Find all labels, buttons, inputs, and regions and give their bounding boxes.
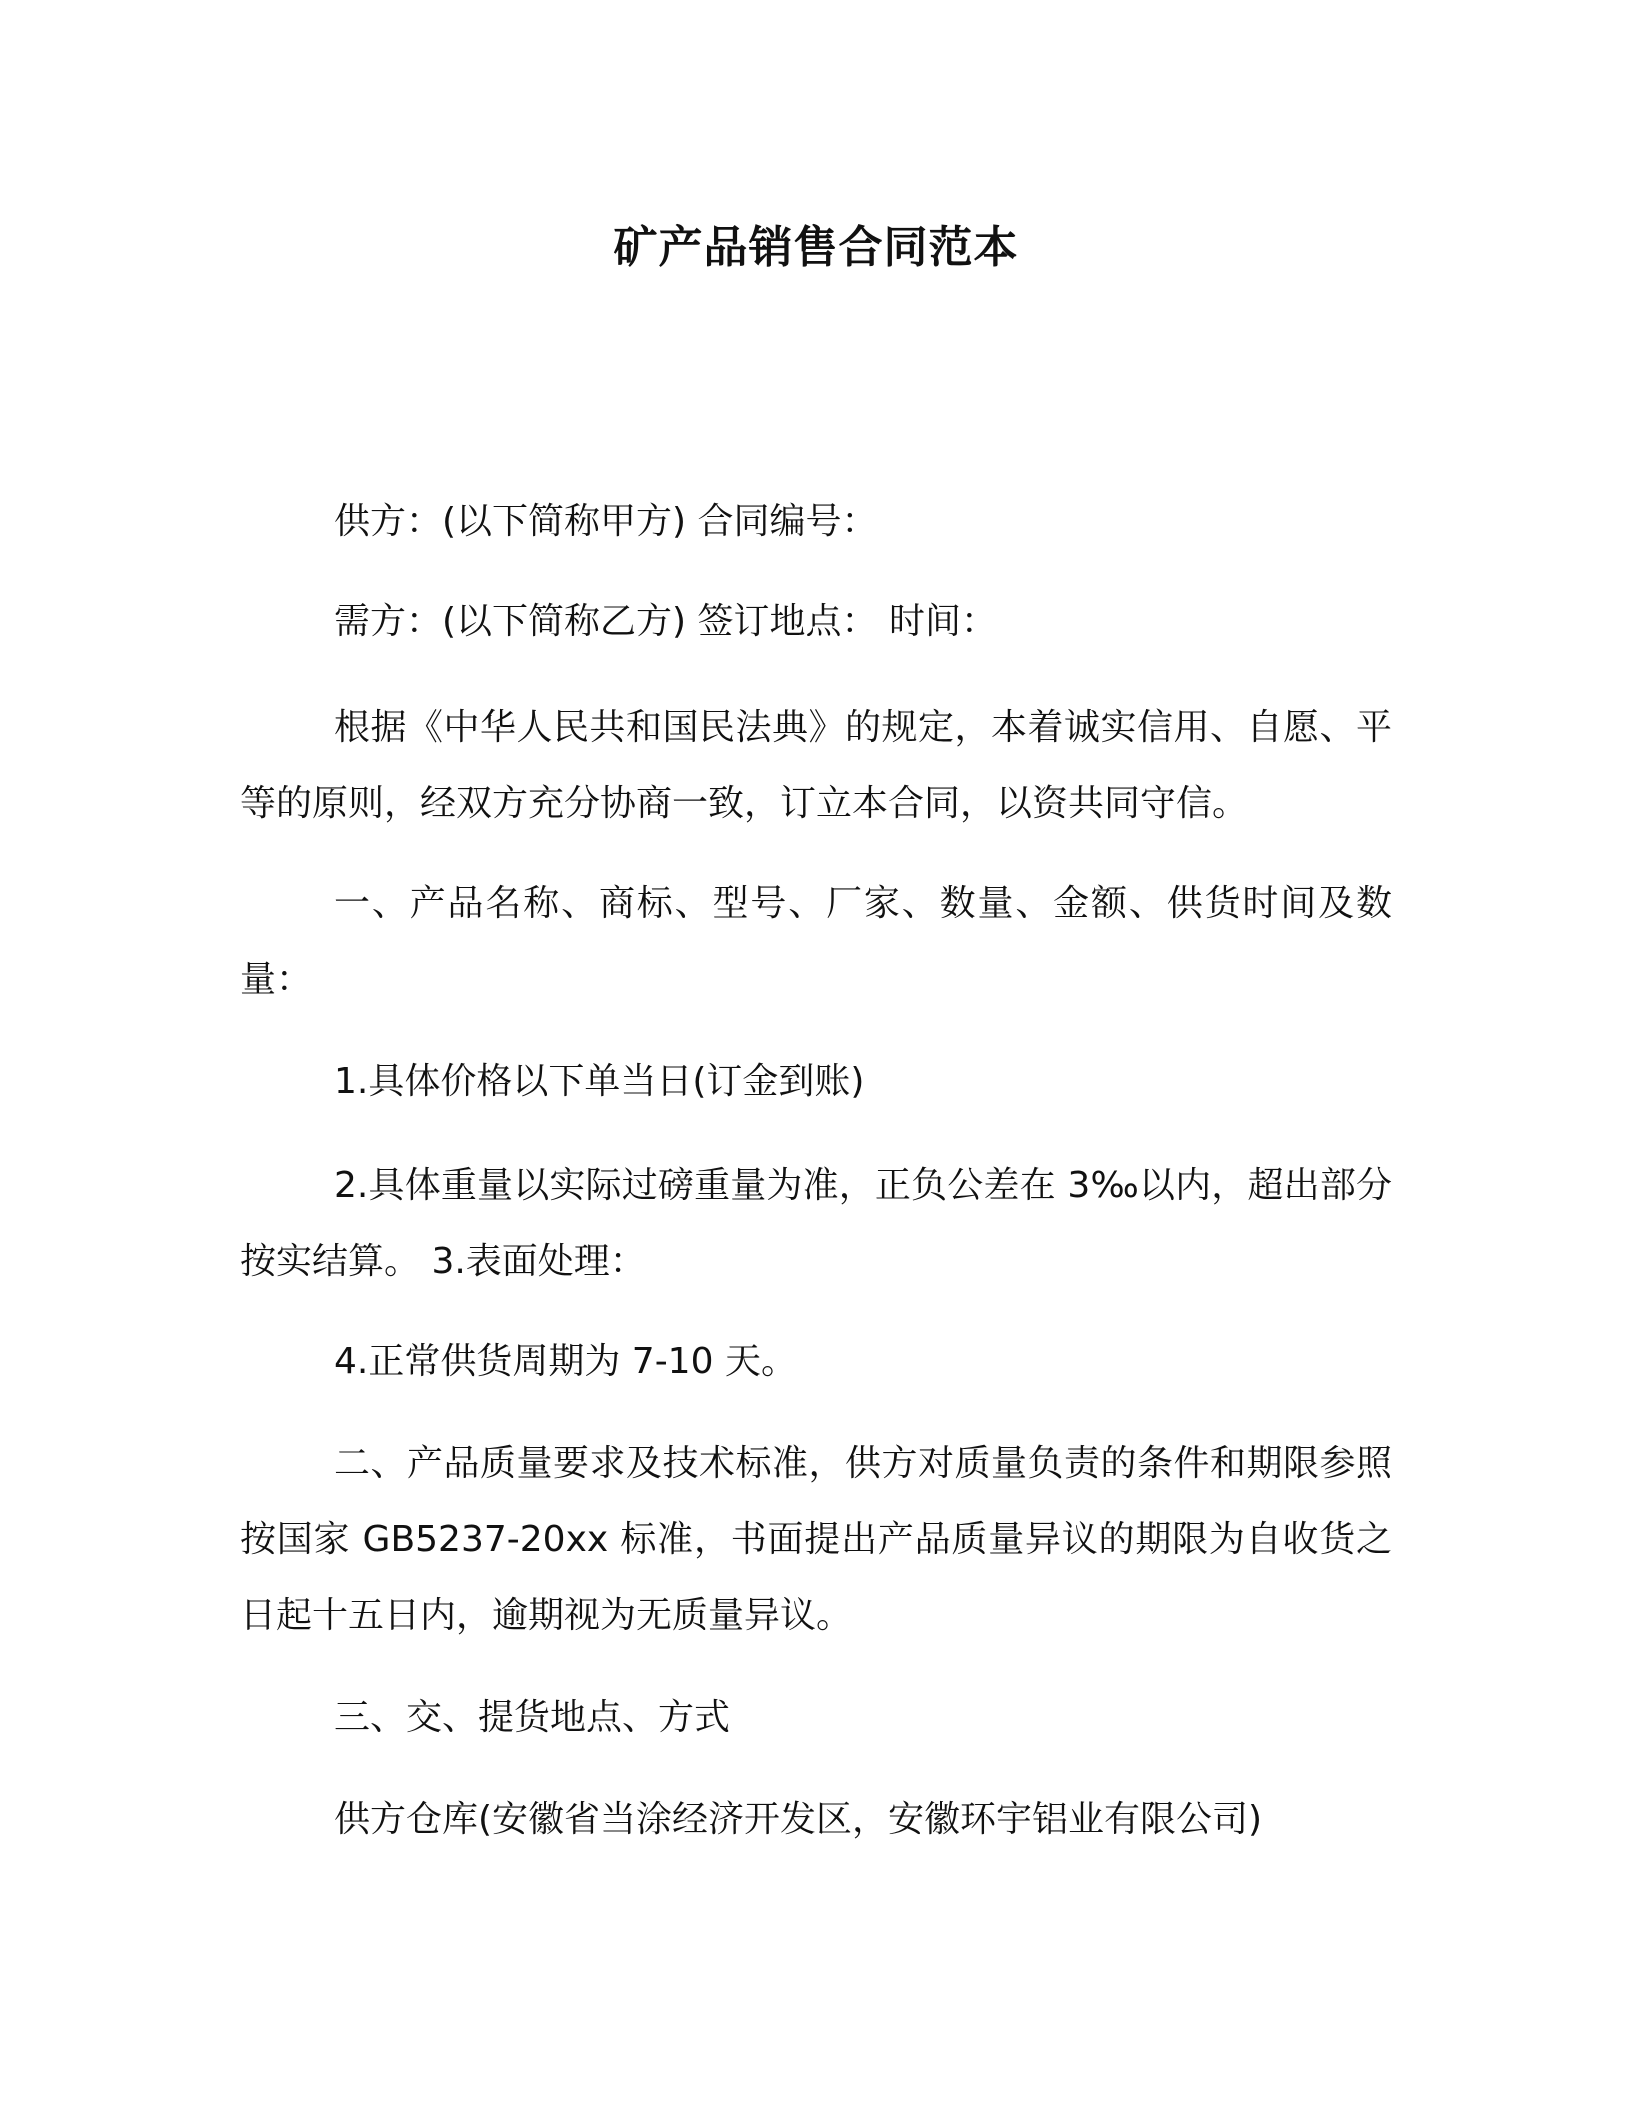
clause-1-item-2: 2.具体重量以实际过磅重量为准，正负公差在 3‰以内，超出部分按实结算。 3.表面处理： [240, 1165, 1392, 1282]
clause-1-item-1: 1.具体价格以下单当日(订金到账) [334, 1061, 865, 1102]
clause-3-heading: 三、交、提货地点、方式 [334, 1697, 731, 1738]
clause-2-paragraph: 二、产品质量要求及技术标准，供方对质量负责的条件和期限参照按国家 GB5237-20xx 标准，书面提出产品质量异议的期限为自收货之日起十五日内，逾期视为无质量异议。 [240, 1443, 1392, 1636]
document-title: 矿产品销售合同范本 [613, 222, 1019, 273]
delivery-location: 供方仓库(安徽省当涂经济开发区，安徽环宇铝业有限公司) [334, 1799, 1263, 1840]
buyer-line: 需方：(以下简称乙方) 签订地点： 时间： [334, 601, 997, 642]
supplier-line: 供方：(以下简称甲方) 合同编号： [334, 501, 878, 542]
preamble-paragraph: 根据《中华人民共和国民法典》的规定，本着诚实信用、自愿、平等的原则，经双方充分协商一致，订立本合同，以资共同守信。 [240, 707, 1392, 824]
clause-1-item-4: 4.正常供货周期为 7-10 天。 [334, 1341, 797, 1382]
clause-1-heading: 一、产品名称、商标、型号、厂家、数量、金额、供货时间及数量： [240, 883, 1392, 1000]
